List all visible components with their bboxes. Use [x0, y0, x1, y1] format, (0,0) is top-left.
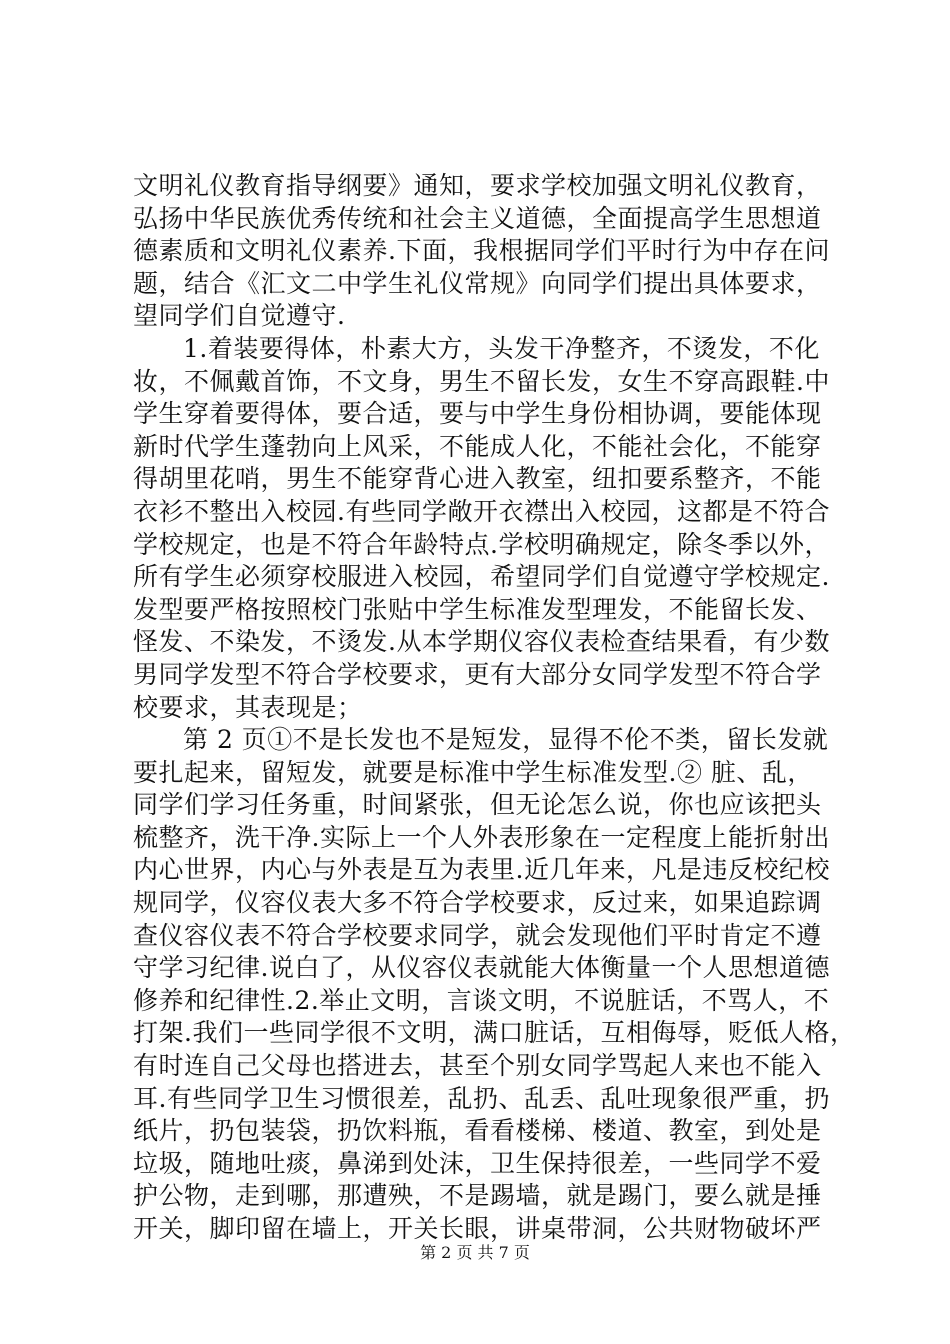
- text-line: 弘扬中华民族优秀传统和社会主义道德，全面提高学生思想道: [133, 203, 822, 233]
- page-number-footer: 第 2 页 共 7 页: [420, 1243, 530, 1262]
- text-line: 所有学生必须穿校服进入校园，希望同学们自觉遵守学校规定.: [133, 562, 830, 592]
- text-line: 校要求，其表现是；: [133, 692, 363, 722]
- text-line: 怪发、不染发，不烫发.从本学期仪容仪表检查结果看，有少数: [133, 627, 830, 657]
- text-line: 男同学发型不符合学校要求，更有大部分女同学发型不符合学: [133, 659, 822, 689]
- text-line: 护公物，走到哪，那遭殃，不是踢墙，就是踢门，要么就是捶: [133, 1181, 822, 1211]
- text-line: 有时连自己父母也搭进去，甚至个别女同学骂起人来也不能入: [133, 1051, 822, 1081]
- text-line: 纸片，扔包装袋，扔饮料瓶，看看楼梯、楼道、教室，到处是: [133, 1116, 822, 1146]
- text-line: 耳.有些同学卫生习惯很差，乱扔、乱丢、乱吐现象很严重，扔: [133, 1083, 830, 1113]
- text-line: 德素质和文明礼仪素养.下面，我根据同学们平时行为中存在问: [133, 236, 830, 266]
- text-line: 望同学们自觉遵守.: [133, 301, 346, 331]
- text-line: 题，结合《汇文二中学生礼仪常规》向同学们提出具体要求，: [133, 268, 822, 298]
- text-line: 要扎起来，留短发，就要是标准中学生标准发型.② 脏、乱，: [133, 757, 813, 787]
- text-line: 文明礼仪教育指导纲要》通知，要求学校加强文明礼仪教育，: [133, 171, 822, 200]
- text-line: 学生穿着要得体，要合适，要与中学生身份相协调，要能体现: [133, 399, 822, 429]
- document-body: [133, 170, 856, 1246]
- text-line: 守学习纪律.说白了，从仪容仪表就能大体衡量一个人思想道德: [133, 953, 830, 983]
- text-line: 新时代学生蓬勃向上风采，不能成人化，不能社会化，不能穿: [133, 431, 822, 461]
- text-line: 得胡里花哨，男生不能穿背心进入教室，纽扣要系整齐，不能: [133, 464, 822, 494]
- text-line: 开关，脚印留在墙上，开关长眼，讲桌带洞，公共财物破坏严: [133, 1214, 822, 1243]
- text-line: 妆，不佩戴首饰，不文身，男生不留长发，女生不穿高跟鞋.中: [133, 366, 830, 396]
- text-line: 规同学，仪容仪表大多不符合学校要求，反过来，如果追踪调: [133, 888, 822, 918]
- text-line: 发型要严格按照校门张贴中学生标准发型理发，不能留长发、: [133, 594, 822, 624]
- text-line: 查仪容仪表不符合学校要求同学，就会发现他们平时肯定不遵: [133, 920, 822, 950]
- text-line: 同学们学习任务重，时间紧张，但无论怎么说，你也应该把头: [133, 790, 822, 820]
- text-line-paragraph-start: 第 2 页①不是长发也不是短发，显得不伦不类，留长发就: [183, 725, 829, 755]
- text-line: 梳整齐，洗干净.实际上一个人外表形象在一定程度上能折射出: [133, 822, 830, 852]
- text-line: 衣衫不整出入校园.有些同学敞开衣襟出入校园，这都是不符合: [133, 496, 830, 526]
- text-line: 修养和纪律性.2.举止文明，言谈文明，不说脏话，不骂人，不: [133, 985, 830, 1015]
- text-line: 垃圾，随地吐痰，鼻涕到处沫，卫生保持很差，一些同学不爱: [133, 1148, 822, 1178]
- text-line: 打架.我们一些同学很不文明，满口脏话，互相侮辱，贬低人格，: [133, 1018, 856, 1048]
- text-line: 学校规定，也是不符合年龄特点.学校明确规定，除冬季以外，: [133, 529, 830, 559]
- text-line: 内心世界，内心与外表是互为表里.近几年来，凡是违反校纪校: [133, 855, 830, 885]
- text-line-paragraph-start: 1.着装要得体，朴素大方，头发干净整齐，不烫发，不化: [183, 333, 820, 363]
